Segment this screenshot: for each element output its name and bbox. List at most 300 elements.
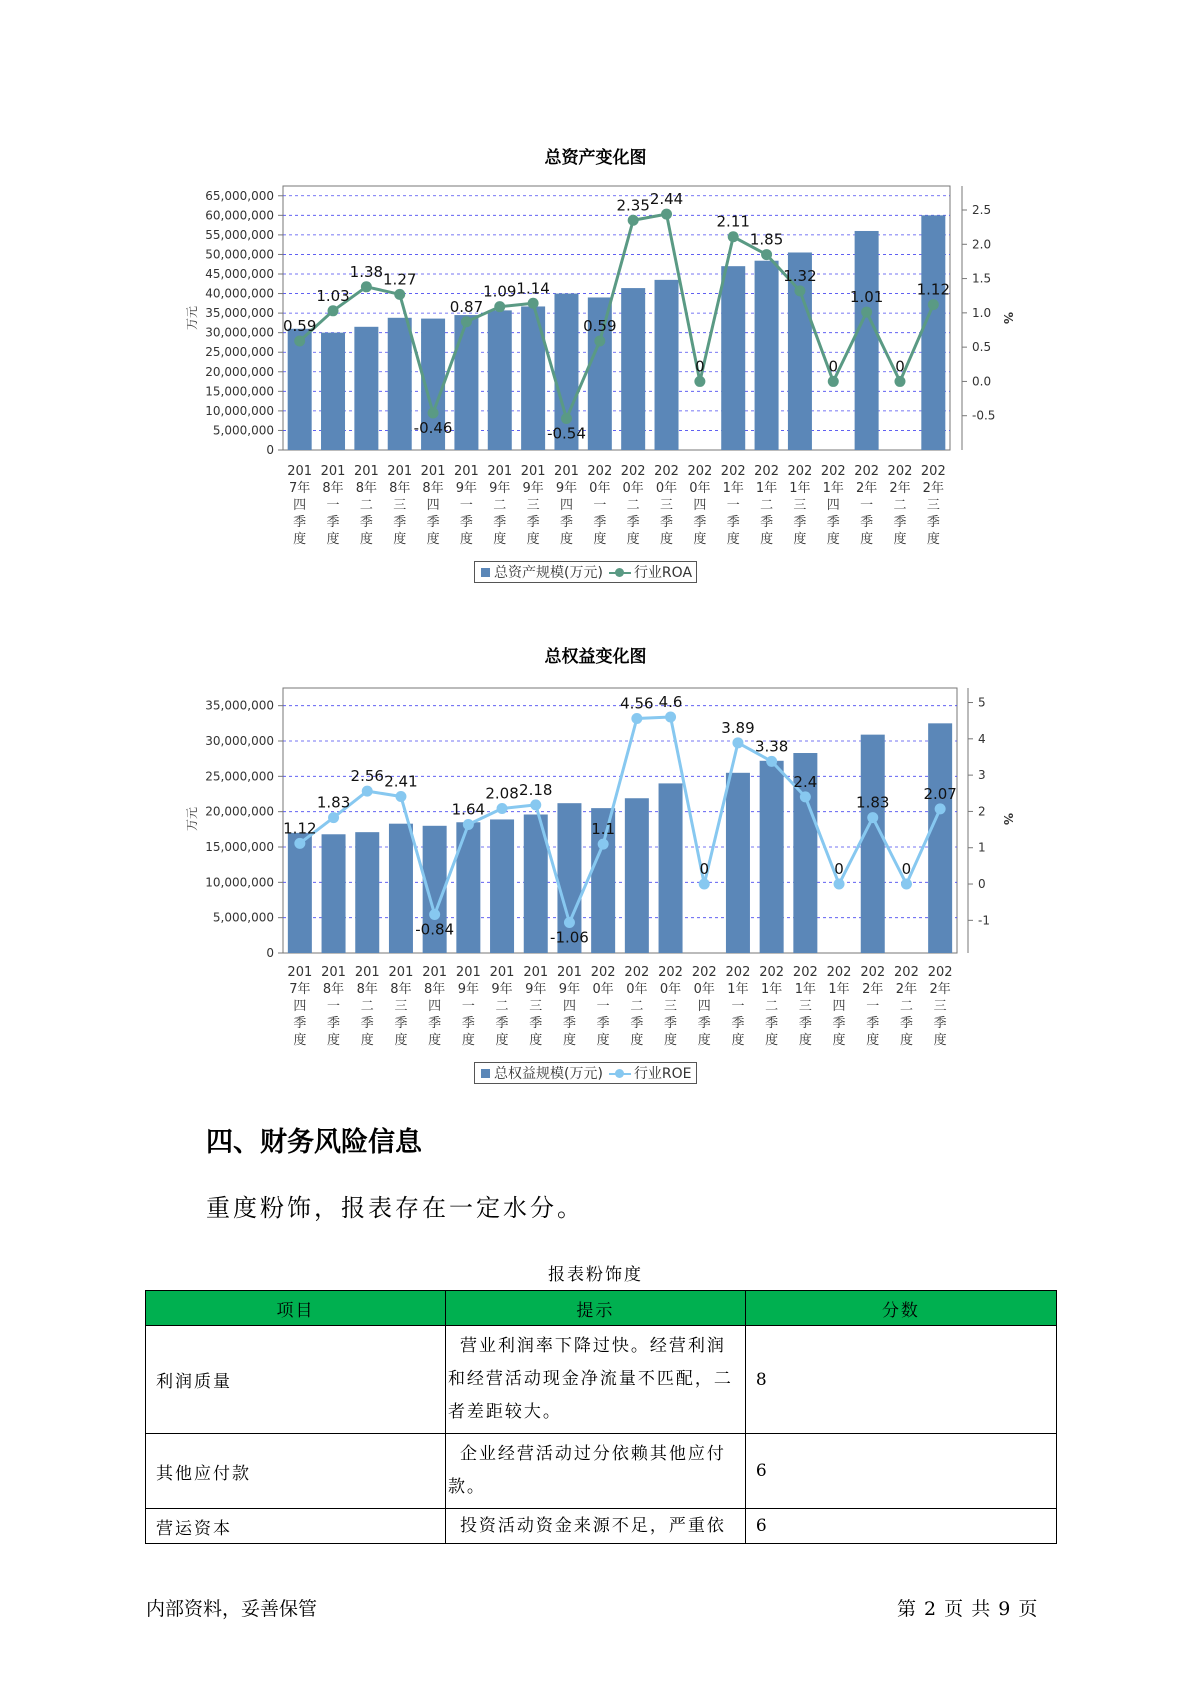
x-category-label: 一: [461, 999, 475, 1014]
bar: [456, 822, 480, 953]
legend-label: 行业ROE: [633, 1066, 692, 1082]
x-category-label: 7年: [289, 982, 311, 997]
ratio-point: [530, 799, 541, 810]
x-category-label: 1年: [828, 982, 850, 997]
total-equity-chart: [0, 670, 1191, 1065]
y-left-tick-label: 5,000,000: [212, 423, 274, 438]
x-category-label: 度: [461, 1033, 475, 1048]
ratio-data-label: 1.27: [383, 270, 417, 289]
x-category-label: 202: [620, 464, 646, 479]
x-category-label: 201: [554, 464, 579, 479]
x-category-label: 一: [596, 999, 610, 1014]
table-cell-hint: 营业利润率下降过快。经营利润和经营活动现金净流量不匹配，二者差距较大。: [445, 1326, 745, 1434]
y-right-axis-title: %: [1001, 311, 1015, 325]
y-left-tick-label: 65,000,000: [205, 188, 274, 203]
x-category-label: 201: [420, 464, 446, 479]
y-left-tick-label: 15,000,000: [205, 384, 274, 399]
x-category-label: 季: [459, 515, 473, 530]
x-category-label: 三: [926, 498, 940, 513]
y-left-axis-title: 万元: [185, 806, 199, 832]
x-category-label: 四: [293, 999, 307, 1014]
x-category-label: 8年: [422, 481, 444, 496]
x-category-label: 度: [529, 1033, 543, 1048]
ratio-data-label: 2.35: [616, 196, 650, 215]
x-category-label: 201: [454, 464, 479, 479]
ratio-data-label: 1.12: [916, 280, 951, 299]
x-category-label: 度: [866, 1033, 880, 1048]
ratio-point: [867, 812, 878, 823]
ratio-data-label: 3.89: [721, 718, 755, 737]
x-category-label: 度: [293, 532, 307, 547]
x-category-label: 二: [626, 498, 640, 513]
x-category-label: 一: [726, 498, 740, 513]
x-category-label: 季: [360, 1016, 374, 1031]
x-category-label: 1年: [755, 481, 778, 496]
y-left-tick-label: 55,000,000: [205, 227, 274, 242]
y-right-tick-label: 5: [978, 695, 986, 710]
x-category-label: 度: [793, 532, 807, 547]
x-category-label: 季: [697, 1016, 711, 1031]
x-category-label: 季: [293, 515, 307, 530]
legend-bar-swatch: [481, 568, 490, 577]
bar: [490, 819, 514, 953]
x-category-label: 度: [893, 532, 907, 547]
x-category-label: 0年: [622, 481, 644, 496]
x-category-label: 202: [691, 965, 717, 980]
x-category-label: 度: [693, 532, 707, 547]
bar: [625, 798, 649, 953]
x-category-label: 度: [826, 532, 840, 547]
table-cell-hint: 投资活动资金来源不足，严重依: [445, 1509, 745, 1544]
ratio-point: [894, 376, 905, 387]
x-category-label: 202: [587, 464, 613, 479]
table-header: 分数: [745, 1291, 1056, 1326]
x-category-label: 季: [866, 1016, 880, 1031]
x-category-label: 度: [526, 532, 540, 547]
ratio-point: [794, 285, 805, 296]
x-category-label: 季: [529, 1016, 543, 1031]
table-cell-score: 8: [745, 1326, 1056, 1434]
x-category-label: 1年: [789, 481, 811, 496]
table-row: [146, 1509, 1057, 1544]
x-category-label: 201: [557, 965, 582, 980]
x-category-label: 1年: [722, 481, 744, 496]
ratio-data-label: 2.41: [384, 772, 418, 791]
ratio-data-label: 2.44: [649, 190, 684, 209]
y-right-tick-label: 1: [978, 840, 986, 855]
y-right-tick-label: 2: [978, 804, 986, 819]
ratio-data-label: -0.46: [413, 418, 453, 437]
ratio-data-label: 0.59: [583, 316, 617, 335]
y-right-tick-label: 2.5: [972, 203, 992, 217]
ratio-point: [699, 879, 710, 890]
ratio-point: [394, 289, 405, 300]
ratio-point: [761, 249, 772, 260]
bar: [755, 261, 779, 450]
legend-label: 总权益规模(万元): [494, 1066, 603, 1082]
x-category-label: 2年: [895, 982, 918, 997]
y-right-tick-label: 0: [978, 877, 986, 892]
x-category-label: 7年: [289, 481, 311, 496]
ratio-data-label: 2.56: [350, 767, 384, 786]
footer-confidential: 内部资料，妥善保管: [146, 1598, 318, 1620]
x-category-label: 201: [489, 965, 515, 980]
y-left-tick-label: 25,000,000: [205, 345, 274, 360]
bar: [721, 266, 745, 450]
ratio-point: [362, 786, 373, 797]
x-category-label: 9年: [489, 481, 511, 496]
y-left-tick-label: 30,000,000: [205, 325, 274, 340]
chart-legend: [474, 561, 697, 583]
x-category-label: 1年: [822, 481, 844, 496]
ratio-data-label: 4.56: [620, 694, 654, 713]
x-category-label: 四: [426, 498, 440, 513]
x-category-label: 季: [626, 515, 640, 530]
x-category-label: 8年: [322, 481, 344, 496]
x-category-label: 202: [920, 464, 946, 479]
legend-line-swatch: [609, 1069, 631, 1078]
ratio-point: [429, 909, 440, 920]
chart-title-total-equity: 总权益变化图: [544, 647, 647, 667]
x-category-label: 季: [660, 515, 674, 530]
x-category-label: 季: [293, 1016, 307, 1031]
x-category-label: 度: [860, 532, 874, 547]
y-right-tick-label: 4: [978, 731, 986, 746]
y-left-tick-label: 35,000,000: [205, 698, 274, 713]
x-category-label: 8年: [356, 982, 378, 997]
bar: [322, 834, 346, 953]
x-category-label: 季: [559, 515, 573, 530]
ratio-point: [901, 879, 912, 890]
x-category-label: 季: [693, 515, 707, 530]
x-category-label: 三: [529, 999, 543, 1014]
x-category-label: 二: [893, 498, 907, 513]
x-category-label: 季: [359, 515, 373, 530]
ratio-data-label: 1.01: [849, 288, 884, 307]
y-left-tick-label: 5,000,000: [212, 910, 274, 925]
ratio-point: [461, 316, 472, 327]
x-category-label: 202: [894, 965, 919, 980]
ratio-point: [494, 301, 505, 312]
x-category-label: 201: [354, 965, 380, 980]
ratio-point: [928, 299, 939, 310]
x-category-label: 9年: [555, 481, 578, 496]
chart-legend: [474, 1062, 697, 1084]
x-category-label: 二: [493, 498, 507, 513]
x-category-label: 201: [353, 464, 379, 479]
x-category-label: 季: [826, 515, 840, 530]
x-category-label: 季: [664, 1016, 678, 1031]
bar: [288, 329, 312, 450]
x-category-label: 度: [899, 1033, 913, 1048]
x-category-label: 202: [860, 965, 886, 980]
ratio-point: [497, 803, 508, 814]
ratio-data-label: 4.6: [658, 693, 683, 712]
x-category-label: 0年: [693, 982, 715, 997]
ratio-data-label: 1.12: [283, 819, 317, 838]
ratio-data-label: 2.07: [923, 784, 957, 803]
x-category-label: 0年: [626, 982, 648, 997]
x-category-label: 201: [321, 965, 346, 980]
x-category-label: 度: [360, 1033, 374, 1048]
bar: [921, 215, 945, 450]
y-right-axis-title: %: [1001, 812, 1015, 826]
plot-area: [283, 688, 957, 953]
table-header-row: [146, 1291, 1057, 1326]
ratio-point: [631, 713, 642, 724]
bar: [726, 773, 750, 953]
x-category-label: 季: [933, 1016, 947, 1031]
y-right-tick-label: 2.0: [972, 237, 992, 252]
ratio-point: [564, 917, 575, 928]
x-category-label: 度: [731, 1033, 745, 1048]
bar: [454, 315, 478, 450]
ratio-data-label: -0.54: [547, 424, 586, 443]
ratio-point: [428, 407, 439, 418]
x-category-label: 2年: [862, 982, 884, 997]
x-category-label: 9年: [455, 481, 478, 496]
ratio-data-label: 1.09: [483, 282, 517, 301]
x-category-label: 202: [759, 965, 785, 980]
x-category-label: 202: [820, 464, 846, 479]
ratio-point: [661, 209, 672, 220]
bar: [354, 327, 378, 450]
x-category-label: 二: [760, 498, 774, 513]
ratio-data-label: 1.38: [349, 262, 384, 281]
x-category-label: 季: [327, 1016, 341, 1031]
x-category-label: 202: [754, 464, 779, 479]
x-category-label: 一: [860, 498, 874, 513]
x-category-label: 202: [826, 965, 852, 980]
x-category-label: 8年: [389, 481, 411, 496]
ratio-point: [732, 737, 743, 748]
bar: [288, 833, 312, 953]
x-category-label: 0年: [689, 481, 711, 496]
x-category-label: 二: [765, 999, 779, 1014]
y-left-tick-label: 15,000,000: [205, 840, 274, 854]
x-category-label: 度: [394, 1033, 408, 1048]
x-category-label: 202: [658, 965, 683, 980]
x-category-label: 1年: [727, 982, 749, 997]
x-category-label: 三: [393, 498, 407, 513]
ratio-point: [328, 305, 339, 316]
x-category-label: 二: [360, 999, 374, 1014]
bar: [760, 761, 784, 953]
x-category-label: 季: [461, 1016, 475, 1031]
ratio-data-label: 1.14: [516, 279, 550, 298]
bar: [928, 723, 952, 953]
bar: [355, 832, 379, 953]
x-category-label: 8年: [355, 481, 378, 496]
footer-page-number: 第 2 页 共 9 页: [897, 1598, 1039, 1620]
bar: [621, 288, 645, 450]
y-left-axis-title: 万元: [185, 305, 199, 331]
ratio-data-label: 0: [834, 860, 844, 879]
table-cell-score: 6: [745, 1509, 1056, 1544]
x-category-label: 度: [327, 1033, 341, 1048]
x-category-label: 202: [792, 965, 818, 980]
x-category-label: 三: [660, 498, 674, 513]
x-category-label: 季: [495, 1016, 509, 1031]
x-category-label: 度: [630, 1033, 644, 1048]
x-category-label: 度: [626, 532, 640, 547]
x-category-label: 四: [832, 999, 846, 1014]
ratio-point: [294, 838, 305, 849]
y-left-tick-label: 45,000,000: [205, 267, 274, 281]
ratio-data-label: 1.85: [749, 230, 784, 249]
x-category-label: 三: [664, 999, 678, 1014]
x-category-label: 三: [798, 999, 812, 1014]
x-category-label: 2年: [855, 481, 878, 496]
x-category-label: 二: [359, 498, 373, 513]
ratio-point: [395, 791, 406, 802]
x-category-label: 201: [523, 965, 549, 980]
ratio-data-label: -1.06: [550, 928, 589, 947]
x-category-label: 一: [593, 498, 607, 513]
x-category-label: 度: [459, 532, 473, 547]
x-category-label: 0年: [589, 481, 611, 496]
bar: [861, 735, 885, 953]
x-category-label: 202: [654, 464, 679, 479]
x-category-label: 9年: [525, 982, 547, 997]
chart-title-total-assets: 总资产变化图: [544, 148, 647, 168]
x-category-label: 度: [726, 532, 740, 547]
x-category-label: 季: [493, 515, 507, 530]
bar: [855, 231, 879, 450]
y-left-tick-label: 0: [266, 443, 274, 457]
total-assets-chart: [0, 170, 1191, 565]
x-category-label: 201: [388, 965, 414, 980]
x-category-label: 季: [426, 515, 440, 530]
x-category-label: 一: [866, 999, 880, 1014]
ratio-point: [728, 231, 739, 242]
x-category-label: 四: [428, 999, 442, 1014]
ratio-data-label: 1.03: [316, 286, 350, 305]
y-right-tick-label: 0.0: [972, 374, 992, 389]
ratio-data-label: 1.83: [856, 793, 890, 812]
y-left-tick-label: 50,000,000: [205, 247, 274, 262]
ratio-point: [598, 839, 609, 850]
x-category-label: 8年: [424, 982, 446, 997]
x-category-label: 季: [860, 515, 874, 530]
x-category-label: 201: [387, 464, 413, 479]
table-row: [146, 1326, 1057, 1434]
x-category-label: 2年: [889, 481, 911, 496]
x-category-label: 四: [693, 498, 707, 513]
x-category-label: 9年: [491, 982, 513, 997]
x-category-label: 度: [798, 1033, 812, 1048]
x-category-label: 度: [293, 1033, 307, 1048]
x-category-label: 三: [793, 498, 807, 513]
x-category-label: 度: [760, 532, 774, 547]
x-category-label: 季: [394, 1016, 408, 1031]
x-category-label: 度: [326, 532, 340, 547]
x-category-label: 1年: [761, 982, 783, 997]
x-category-label: 季: [593, 515, 607, 530]
y-right-tick-label: -0.5: [972, 408, 996, 423]
x-category-label: 季: [765, 1016, 779, 1031]
x-category-label: 季: [596, 1016, 610, 1031]
x-category-label: 201: [455, 965, 481, 980]
ratio-data-label: 0: [699, 860, 710, 879]
legend-label: 行业ROA: [633, 565, 693, 581]
table-cell-hint: 企业经营活动过分依赖其他应付款。: [445, 1434, 745, 1509]
x-category-label: 季: [526, 515, 540, 530]
y-left-tick-label: 0: [266, 946, 274, 960]
ratio-point: [361, 281, 372, 292]
ratio-point: [694, 376, 705, 387]
y-left-tick-label: 35,000,000: [205, 306, 274, 321]
ratio-data-label: 2.18: [519, 780, 553, 799]
x-category-label: 度: [697, 1033, 711, 1048]
x-category-label: 0年: [659, 982, 682, 997]
x-category-label: 9年: [457, 982, 479, 997]
y-left-tick-label: 60,000,000: [205, 208, 274, 223]
table-cell-item: 营运资本: [146, 1509, 446, 1544]
x-category-label: 2年: [922, 481, 944, 496]
ratio-data-label: 2.08: [485, 784, 519, 803]
x-category-label: 8年: [390, 982, 412, 997]
x-category-label: 201: [487, 464, 513, 479]
ratio-data-label: 0.87: [449, 297, 484, 316]
x-category-label: 201: [287, 464, 313, 479]
x-category-label: 季: [832, 1016, 846, 1031]
table-row: [146, 1434, 1057, 1509]
x-category-label: 度: [660, 532, 674, 547]
x-category-label: 202: [687, 464, 713, 479]
ratio-point: [628, 215, 639, 226]
x-category-label: 三: [526, 498, 540, 513]
x-category-label: 季: [326, 515, 340, 530]
x-category-label: 度: [495, 1033, 509, 1048]
y-right-tick-label: -1: [978, 913, 990, 928]
x-category-label: 季: [630, 1016, 644, 1031]
ratio-point: [561, 413, 572, 424]
table-caption: 报表粉饰度: [548, 1265, 643, 1285]
ratio-point: [528, 298, 539, 309]
ratio-point: [665, 712, 676, 723]
y-right-tick-label: 1.0: [972, 305, 992, 320]
ratio-data-label: 0: [695, 357, 705, 376]
section-heading: 四、财务风险信息: [206, 1127, 422, 1158]
x-category-label: 季: [798, 1016, 812, 1031]
bar: [655, 280, 679, 450]
table-cell-item: 其他应付款: [146, 1434, 446, 1509]
ratio-data-label: 0: [901, 860, 912, 879]
x-category-label: 季: [393, 515, 407, 530]
x-category-label: 季: [926, 515, 940, 530]
bar: [388, 318, 412, 450]
ratio-data-label: 1.64: [451, 800, 486, 819]
x-category-label: 202: [854, 464, 880, 479]
y-left-tick-label: 10,000,000: [205, 875, 274, 890]
legend-line-swatch: [609, 568, 631, 577]
x-category-label: 一: [327, 999, 341, 1014]
x-category-label: 度: [493, 532, 507, 547]
x-category-label: 0年: [655, 481, 678, 496]
y-right-tick-label: 3: [978, 768, 986, 783]
x-category-label: 四: [293, 498, 307, 513]
x-category-label: 201: [520, 464, 546, 479]
ratio-point: [861, 307, 872, 318]
ratio-data-label: 1.1: [591, 820, 616, 839]
x-category-label: 度: [426, 532, 440, 547]
x-category-label: 0年: [592, 982, 614, 997]
ratio-data-label: -0.84: [415, 920, 455, 939]
x-category-label: 度: [765, 1033, 779, 1048]
ratio-point: [594, 335, 605, 346]
ratio-data-label: 0: [828, 357, 839, 376]
